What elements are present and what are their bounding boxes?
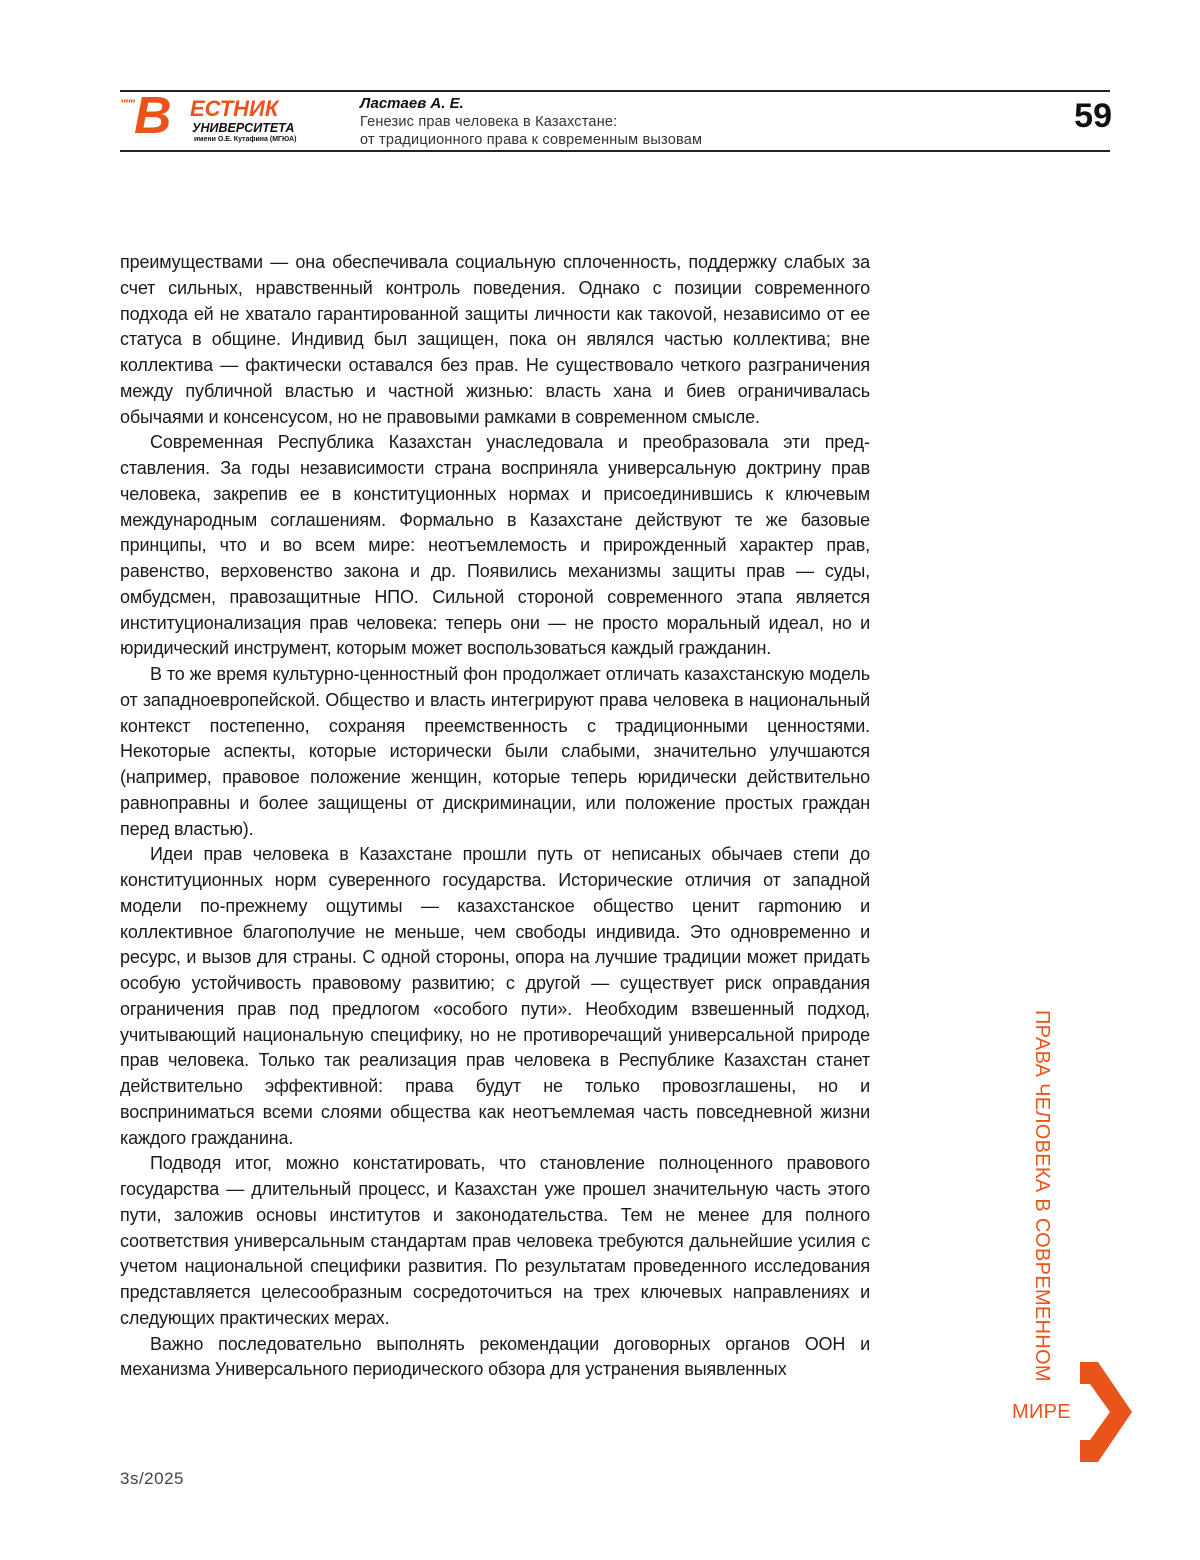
running-header <box>360 95 1020 149</box>
article-title-line-1: Генезис прав человека в Казахстане: <box>360 113 1020 131</box>
paragraph: Современная Республика Казахстан унаследовала и преобразовала эти пред­ставления. За годы независимости страна восприняла универсальную доктрину прав человека, закрепив ее в конституционных нормах и присоединившись к ключевым международным соглашениям. Формально в Казахстане действуют те же базовые принципы, что и во всем мире: неотъемлемость и прирожденный характер прав, равенство, верховенство закона и др. Появились механизмы за­щиты прав — суды, омбудсмен, правозащитные НПО. Сильной стороной совре­менного этапа является институционализация прав человека: теперь они — не просто моральный идеал, но и юридический инструмент, которым может вос­пользоваться каждый гражданин. <box>120 430 870 662</box>
logo-word-universiteta: УНИВЕРСИТЕТА <box>192 122 294 135</box>
page-number: 59 <box>1040 99 1112 133</box>
logo-subtitle: имени О.Е. Кутафина (МГЮА) <box>194 136 296 143</box>
paragraph: Подводя итог, можно констатировать, что становление полноценного право­вого государства — длительный процесс, и Казахстан уже прошел значительную часть этого пути, заложив основы институтов и законодательства. Тем не менее для полного соответствия универсальным стандартам прав человека требуются дальнейшие усилия с учетом национальной специфики развития. По результатам проведенного исследования представляется целесообразным сосредоточиться на трех ключевых направлениях и следующих практических мерах. <box>120 1151 870 1331</box>
article-body <box>120 250 870 1383</box>
paragraph: Важно последовательно выполнять рекомендации договорных органов ООН и механизма Универсального периодического обзора для устранения выявленных <box>120 1332 870 1384</box>
paragraph: В то же время культурно-ценностный фон продолжает отличать казахстанскую модель от западноевропейской. Общество и власть интегрируют права человека в национальный контекст постепенно, сохраняя преемственность с традицион­ными ценностями. Некоторые аспекты, которые исторически были слабыми, зна­чительно улучшаются (например, правовое положение женщин, которые теперь юридически действительно равноправны и более защищены от дискриминации, или положение простых граждан перед властью). <box>120 662 870 842</box>
paragraph: преимуществами — она обеспечивала социальную сплоченность, поддержку слабых за счет сильных, нравственный контроль поведения. Однако с позиции современного подхода ей не хватало гарантированной защиты личности как тако­vой, независимо от ее статуса в общине. Индивид был защищен, пока он являлся частью коллектива; вне коллектива — фактически оставался без прав. Не суще­ствовало четкого разграничения между публичной властью и частной жизнью: власть хана и биев ограничивалась обычаями и консенсусом, но не правовыми рамками в современном смысле. <box>120 250 870 430</box>
issue-number: 3s/2025 <box>120 1470 184 1487</box>
arrow-right-icon <box>1076 1362 1132 1462</box>
journal-logo <box>120 96 320 148</box>
header-rule-top <box>120 90 1110 92</box>
logo-big-letter: В <box>134 90 169 142</box>
logo-speed-marks: """ <box>120 98 134 110</box>
section-label-vertical: ПРАВА ЧЕЛОВЕКА В СОВРЕМЕННОМ <box>1032 1010 1052 1382</box>
header-rule-bottom <box>120 150 1110 152</box>
article-title-line-2: от традиционного права к современным вызовам <box>360 131 1020 149</box>
article-author: Ластаев А. Е. <box>360 95 1020 113</box>
section-label-last-word: МИРЕ <box>1012 1402 1071 1422</box>
logo-word-vestnik: ЕСТНИК <box>190 98 278 120</box>
paragraph: Идеи прав человека в Казахстане прошли путь от неписаных обычаев степи до конституционных норм суверенного государства. Исторические отличия от западной модели по-прежнему ощутимы — казахстанское общество ценит гар­mонию и коллективное благополучие не меньше, чем свободы индивида. Это одновременно и ресурс, и вызов для страны. С одной стороны, опора на лучшие традиции может придать особую устойчивость правовому развитию; с другой — существует риск оправдания ограничения прав под предлогом «особого пути». Необходим взвешенный подход, учитывающий национальную специфику, но не противоречащий универсальной природе прав человека. Только так реализация прав человека в Республике Казахстан станет действительно эффективной: права будут не только провозглашены, но и восприниматься всеми слоями общества как неотъемлемая часть повседневной жизни каждого гражданина. <box>120 842 870 1151</box>
